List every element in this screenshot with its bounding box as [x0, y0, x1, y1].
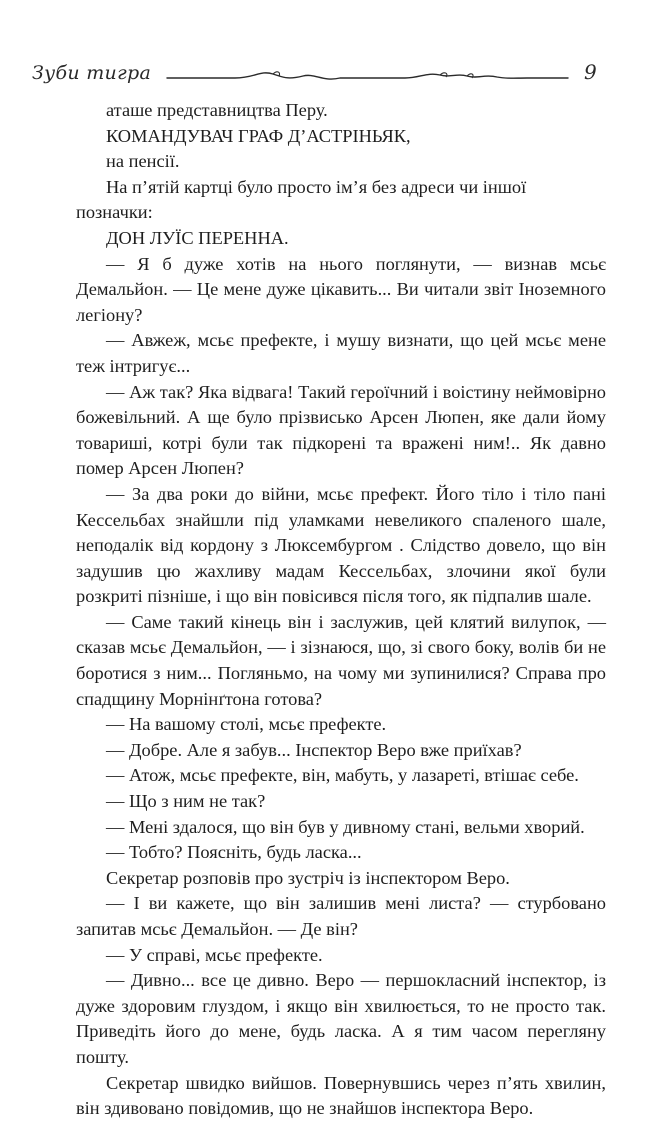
paragraph: — Я б дуже хотів на нього поглянути, — визнав мсьє Демальйон. — Це мене дуже цікавить... Ви читали звіт Іноземного легіону?: [76, 253, 606, 325]
paragraph: — У справі, мсьє префекте.: [106, 944, 323, 965]
paragraph: — За два роки до війни, мсьє префект. Його тіло і тіло пані Кессельбах знайшли під уламками невеликого спаленого шале, неподалік від кордону з Люксембургом . Слідство довело, що він задушив цю жахливу мадам Кессельбах, злочини якої були розкриті пізніше, і що він повісився після того, як підпалив шале.: [76, 483, 606, 607]
paragraph: — На вашому столі, мсьє префекте.: [106, 714, 387, 735]
paragraph: — Саме такий кінець він і заслужив, цей клятий вилупок, — сказав мсьє Демальйон, — і зізнаюся, що, зі свого боку, волів би не боротися з ним... Погляньмо, на чому ми зупинилися? Справа про спадщину Морнінґтона готова?: [76, 611, 606, 709]
paragraph: на пенсії.: [106, 151, 180, 172]
paragraph: Секретар швидко вийшов. Повернувшись через п’ять хвилин, він здивовано повідомив, що не знайшов інспектора Веро.: [76, 1072, 606, 1119]
page-header: [0, 0, 667, 100]
paragraph: — І ви кажете, що він залишив мені листа? — стурбовано запитав мсьє Демальйон. — Де він?: [76, 893, 606, 939]
running-title: Зуби тигра: [32, 62, 152, 84]
paragraph: — Атож, мсьє префекте, він, мабуть, у лазареті, втішає себе.: [106, 765, 579, 786]
paragraph: — Дивно... все це дивно. Веро — першокласний інспектор, із дуже здоровим глуздом, і якщо він хвилюється, то не просто так. Приведіть його до мене, будь ласка. А я тим часом перегляну пошту.: [76, 970, 606, 1067]
paragraph: На п’ятій картці було просто ім’я без адреси чи іншої позначки:: [76, 176, 527, 223]
paragraph: КОМАНДУВАЧ ГРАФ Д’АСТРІНЬЯК,: [106, 125, 411, 146]
body-text: [76, 98, 606, 1122]
paragraph: ДОН ЛУЇС ПЕРЕННА.: [106, 227, 289, 248]
paragraph: — Тобто? Поясніть, будь ласка...: [106, 842, 362, 863]
paragraph: — Авжеж, мсьє префекте, і мушу визнати, що цей мсьє мене теж інтригує...: [76, 330, 606, 376]
paragraph: — Що з ним не так?: [106, 791, 266, 812]
page-number: 9: [584, 60, 597, 84]
header-ornament-line: [165, 60, 570, 90]
paragraph: Секретар розповів про зустріч із інспектором Веро.: [106, 867, 510, 888]
paragraph: — Добре. Але я забув... Інспектор Веро вже приїхав?: [106, 739, 522, 760]
paragraph: — Мені здалося, що він був у дивному стані, вельми хворий.: [106, 816, 585, 837]
paragraph: аташе представництва Перу.: [106, 100, 328, 120]
paragraph: — Аж так? Яка відвага! Такий героїчний і воістину неймовірно божевільний. А ще було прізвисько Арсен Люпен, яке дали йому товариші, котрі були так підкорені та вражені ним!.. Як давно помер Арсен Люпен?: [76, 381, 606, 479]
